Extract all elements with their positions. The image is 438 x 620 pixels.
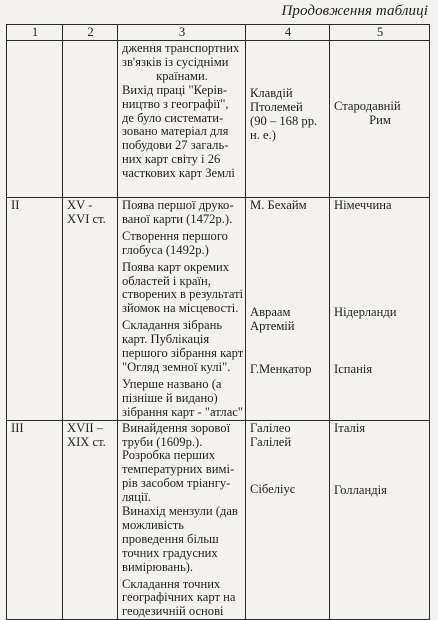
event-line: Поява першої друко- [122,198,234,212]
event-line: них карт світу і 26 [122,152,221,167]
country-line: Рим [369,112,391,127]
event-line: часткових карт Землі [122,166,235,181]
event-line: ваної карти (1472р.). [122,211,233,226]
event-line: Створення першого [122,228,228,243]
event-line: створених в результаті [122,287,244,302]
century-line: XV - [67,198,93,212]
century-cell [63,198,118,421]
country-line: Стародавній [334,99,401,113]
century-cell [63,420,118,620]
person-line: Галілео [250,420,291,435]
event-line: пізніше й видано) [122,390,218,405]
event-line: Розробка перших [122,448,215,463]
person-line: (90 – 168 рр. [250,113,318,128]
country-line: Німеччина [334,198,392,212]
table-row [7,198,430,421]
table-caption: Продовження таблиці [281,3,428,19]
event-line: глобуса (1492р.) [122,242,209,257]
header-col-3: 3 [118,25,246,41]
event-line: вимірювань). [122,559,194,574]
event-line: карт. Публікація [122,332,210,347]
event-line: труби (1609р.). [122,434,203,449]
header-col-4: 4 [246,25,330,41]
history-table [6,24,430,620]
event-line: географічних карт на [122,590,236,605]
countries-cell [330,420,430,620]
events-cell [118,41,246,198]
period-cell [7,41,63,198]
century-line: XVII – [67,420,104,435]
event-line: Поява карт окремих [122,259,230,274]
century-line: XIX ст. [67,434,106,449]
period-cell: II [7,198,63,421]
person-line: Авраам [250,304,291,319]
header-col-1: 1 [7,25,63,41]
events-cell [118,198,246,421]
period-cell: III [7,420,63,620]
event-line: Складання точних [122,576,221,591]
person-line: Артемій [250,318,295,333]
event-line: країнами. [156,68,208,83]
event-line: зібрання карт - "атлас" [122,404,244,419]
table-row [7,41,430,198]
person-line: Г.Менкатор [250,361,312,376]
person-line: Сібеліус [250,482,296,497]
event-line: геодезичній основі [122,604,224,619]
event-line: Винайдення зорової [122,420,231,435]
person-line: Галілей [250,434,292,449]
people-cell [246,420,330,620]
person-line: н. е.) [250,127,276,142]
event-line: де було системати- [122,110,224,125]
event-line: дження транспортних [122,41,240,55]
countries-cell [330,41,430,198]
person-line: Птолемей [250,99,303,114]
event-line: точних градусних [122,545,218,560]
event-line: Складання зібрань [122,318,223,333]
event-line: Вихід праці "Керів- [122,82,228,97]
event-line: "Огляд земної кулі". [122,359,231,374]
event-line: Винахід мензули (дав [122,504,238,519]
country-line: Нідерланди [334,304,397,319]
header-col-5: 5 [330,25,430,41]
event-line: зйомок на місцевості. [122,301,239,316]
country-line: Іспанія [334,361,373,376]
event-line: областей і країн, [122,273,211,288]
events-cell [118,420,246,620]
table-header-row [7,25,430,41]
event-line: зв'язків із сусідніми [122,54,229,69]
event-line: зовано матеріал для [122,124,229,139]
person-line: Клавдій [250,86,293,100]
event-line: температурних вимі- [122,462,235,477]
event-line: побудови 27 загаль- [122,138,229,153]
event-line: рів засобом тріангу- [122,476,231,491]
table-row [7,420,430,620]
country-line: Голландія [334,482,387,497]
countries-cell [330,198,430,421]
event-line: ляції. [122,490,151,505]
person-line: М. Бехайм [250,198,307,212]
country-line: Італія [334,420,366,435]
people-cell [246,41,330,198]
header-col-2: 2 [63,25,118,41]
century-line: XVI ст. [67,211,106,226]
event-line: ництво з географії", [122,96,229,111]
people-cell [246,198,330,421]
century-cell [63,41,118,198]
event-line: першого зібрання карт [122,346,244,361]
event-line: можливість [122,517,184,532]
event-line: проведення більш [122,531,219,546]
event-line: Уперше названо (а [122,376,222,391]
